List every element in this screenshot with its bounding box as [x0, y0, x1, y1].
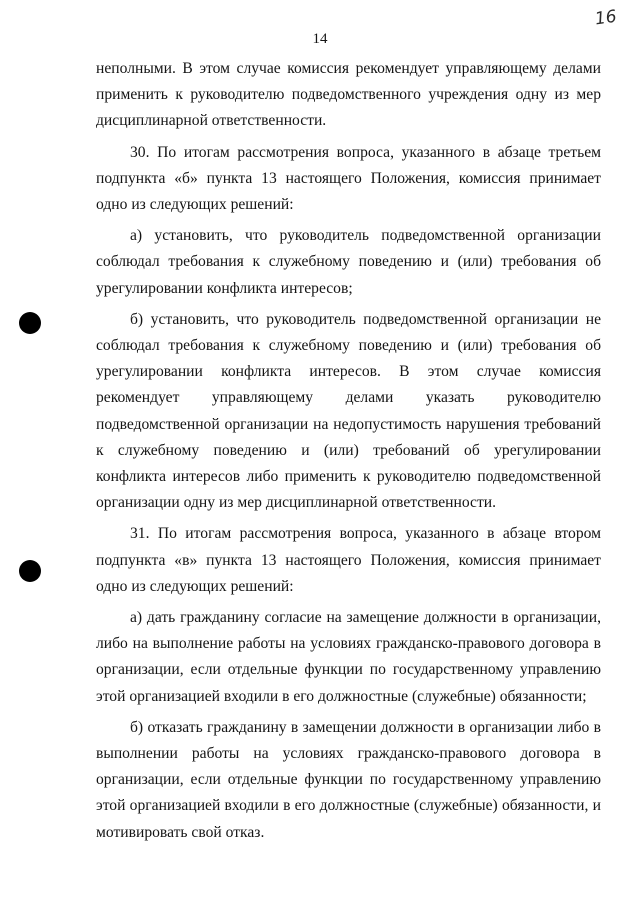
- paragraph-30-b: б) установить, что руководитель подведомственной организации не соблюдал требования к служебному поведению и (или) требования об урегулировании конфликта интересов. В этом случае комиссия рекомендует управляющему делами указать руководителю подведомственной организации на недопустимость нарушения требований к служебному поведению и (или) требований об урегулировании конфликта интересов либо применить к руководителю подведомственной организации одну из мер дисциплинарной ответственности.: [96, 310, 601, 512]
- paragraph-continuation: неполными. В этом случае комиссия рекомендует управляющему делами применить к руководителю подведомственного учреждения одну из мер дисциплинарной ответственности.: [96, 60, 601, 130]
- punch-hole-mark: [19, 312, 41, 334]
- document-body: [96, 56, 601, 851]
- paragraph-30: 30. По итогам рассмотрения вопроса, указанного в абзаце третьем подпункта «б» пункта 13 настоящего Положения, комиссия принимает одно из следующих решений:: [96, 143, 601, 214]
- paragraph-31: 31. По итогам рассмотрения вопроса, указанного в абзаце втором подпункта «в» пункта 13 настоящего Положения, комиссия принимает одно из следующих решений:: [96, 525, 601, 595]
- paragraph-31-a: а) дать гражданину согласие на замещение должности в организации, либо на выполнение работы на условиях гражданско-правового договора в организации, если отдельные функции по государственному управлению этой организацией входили в его должностные (служебные) обязанности;: [96, 609, 601, 705]
- paragraph-30-a: а) установить, что руководитель подведомственной организации соблюдал требования к служебному поведению и (или) требования об урегулировании конфликта интересов;: [96, 227, 601, 297]
- handwritten-page-number: 16: [593, 6, 618, 30]
- punch-hole-mark: [19, 560, 41, 582]
- paragraph-31-b: б) отказать гражданину в замещении должности в организации либо в выполнении работы на условиях гражданско-правового договора в организации, если отдельные функции по государственному управлению этой организацией входили в его должностные (служебные) обязанности, и мотивировать свой отказ.: [96, 718, 601, 841]
- page-number: 14: [312, 31, 328, 47]
